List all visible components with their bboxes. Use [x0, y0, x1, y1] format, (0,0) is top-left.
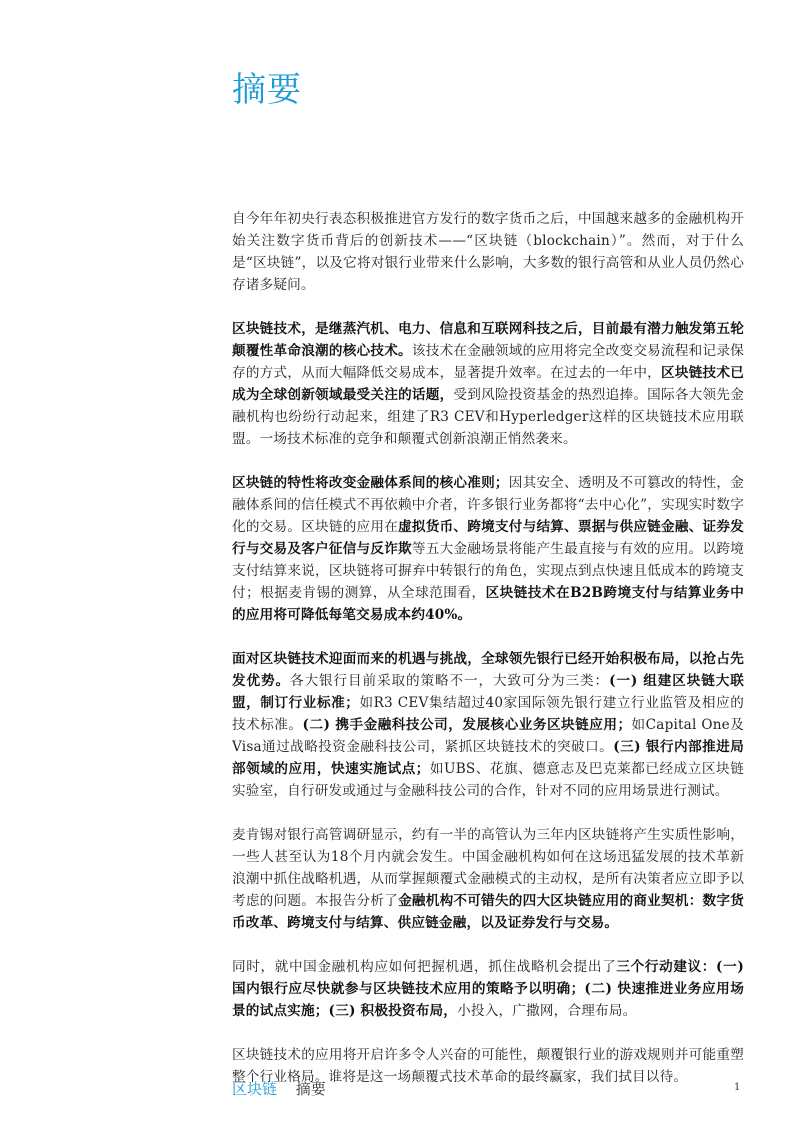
page-number: 1	[734, 1082, 741, 1093]
page-footer	[232, 1078, 326, 1099]
paragraph	[232, 208, 744, 296]
body-text: 等五大金融场景将能产生最直接与有效的应用。以跨境支付结算来说，区块链将可摒弃中转银行的角色，实现点到点快速且低成本的跨境支付；根据麦肯锡的测算，从全球范围看，	[232, 541, 744, 601]
emphasis-text: 区块链技术在B2B跨境支付与结算业务中的应用将可降低每笔交易成本约40%。	[232, 585, 744, 623]
emphasis-text: 区块链技术已成为全球创新领域最受关注的话题，	[232, 365, 745, 403]
footer-page-label: 摘要	[295, 1080, 326, 1098]
body-text: 如UBS、花旗、德意志及巴克莱都已经成立区块链实验室，自行研发或通过与金融科技公司的合作，针对不同的应用场景进行测试。	[232, 761, 744, 799]
paragraph	[232, 956, 744, 1022]
paragraph	[232, 472, 744, 626]
body-text: 同时，就中国金融机构应如何把握机遇，抓住战略机会提出了	[232, 959, 617, 975]
emphasis-text: 区块链技术，是继蒸汽机、电力、信息和互联网科技之后，目前最有潜力触发第五轮颠覆性革命浪潮的核心技术。	[232, 321, 744, 359]
page-title: 摘要	[232, 70, 302, 110]
summary-body	[232, 208, 744, 1110]
paragraph	[232, 824, 744, 934]
emphasis-text: (二) 携手金融科技公司，发展核心业务区块链应用；	[302, 717, 632, 733]
body-text: 自今年年初央行表态积极推进官方发行的数字货币之后，中国越来越多的金融机构开始关注数字货币背后的创新技术——“区块链（blockchain）”。然而，对于什么是“区块链”，以及它将对银行业带来什么影响，大多数的银行高管和从业人员仍然心存诸多疑问。	[232, 211, 744, 293]
emphasis-text: 面对区块链技术迎面而来的机遇与挑战，全球领先银行已经开始积极布局，以抢占先发优势。	[232, 651, 744, 689]
emphasis-text: (一) 组建区块链大联盟，制订行业标准；	[232, 673, 745, 711]
body-text: 该技术在金融领域的应用将完全改变交易流程和记录保存的方式，从而大幅降低交易成本，显著提升效率。在过去的一年中，	[232, 343, 744, 381]
body-text: 受到风险投资基金的热烈追捧。国际各大领先金融机构也纷纷行动起来，组建了R3 CEV和Hyperledger这样的区块链技术应用联盟。一场技术标准的竞争和颠覆式创新浪潮正悄然袭来。	[232, 387, 744, 447]
paragraph	[232, 318, 744, 450]
emphasis-text: 金融机构不可错失的四大区块链应用的商业契机：数字货币改革、跨境支付与结算、供应链金融，以及证券发行与交易。	[232, 893, 745, 931]
paragraph	[232, 648, 744, 802]
emphasis-text: 区块链的特性将改变金融体系间的核心准则；	[232, 475, 509, 491]
body-text: 因其安全、透明及不可篡改的特性，金融体系间的信任模式不再依赖中介者，许多银行业务都将“去中心化”，实现实时数字化的交易。区块链的应用在	[232, 475, 744, 535]
body-text: 区块链技术的应用将开启许多令人兴奋的可能性，颠覆银行业的游戏规则并可能重塑整个行业格局。谁将是这一场颠覆式技术革命的最终赢家，我们拭目以待。	[232, 1047, 744, 1085]
emphasis-text: (三) 银行内部推进局部领域的应用，快速实施试点；	[232, 739, 744, 777]
emphasis-text: 三个行动建议：(一) 国内银行应尽快就参与区块链技术应用的策略予以明确；(二) 快速推进业务应用场景的试点实施；(三) 积极投资布局，	[232, 959, 744, 1019]
body-text: 麦肯锡对银行高管调研显示，约有一半的高管认为三年内区块链将产生实质性影响，一些人甚至认为18个月内就会发生。中国金融机构如何在这场迅猛发展的技术革新浪潮中抓住战略机遇，从而掌握颠覆式金融模式的主动权，是所有决策者应立即予以考虑的问题。本报告分析了	[232, 827, 744, 909]
emphasis-text: 虚拟货币、跨境支付与结算、票据与供应链金融、证券发行与交易及客户征信与反诈欺	[232, 519, 745, 557]
body-text: 如R3 CEV集结超过40家国际领先银行建立行业监管及相应的技术标准。	[232, 695, 744, 733]
footer-section-name: 区块链	[232, 1080, 278, 1098]
body-text: 小投入，广撒网，合理布局。	[457, 1003, 637, 1019]
body-text: 各大银行目前采取的策略不一，大致可分为三类：	[290, 673, 610, 689]
body-text: 如Capital One及Visa通过战略投资金融科技公司，紧抓区块链技术的突破口。	[232, 717, 745, 755]
